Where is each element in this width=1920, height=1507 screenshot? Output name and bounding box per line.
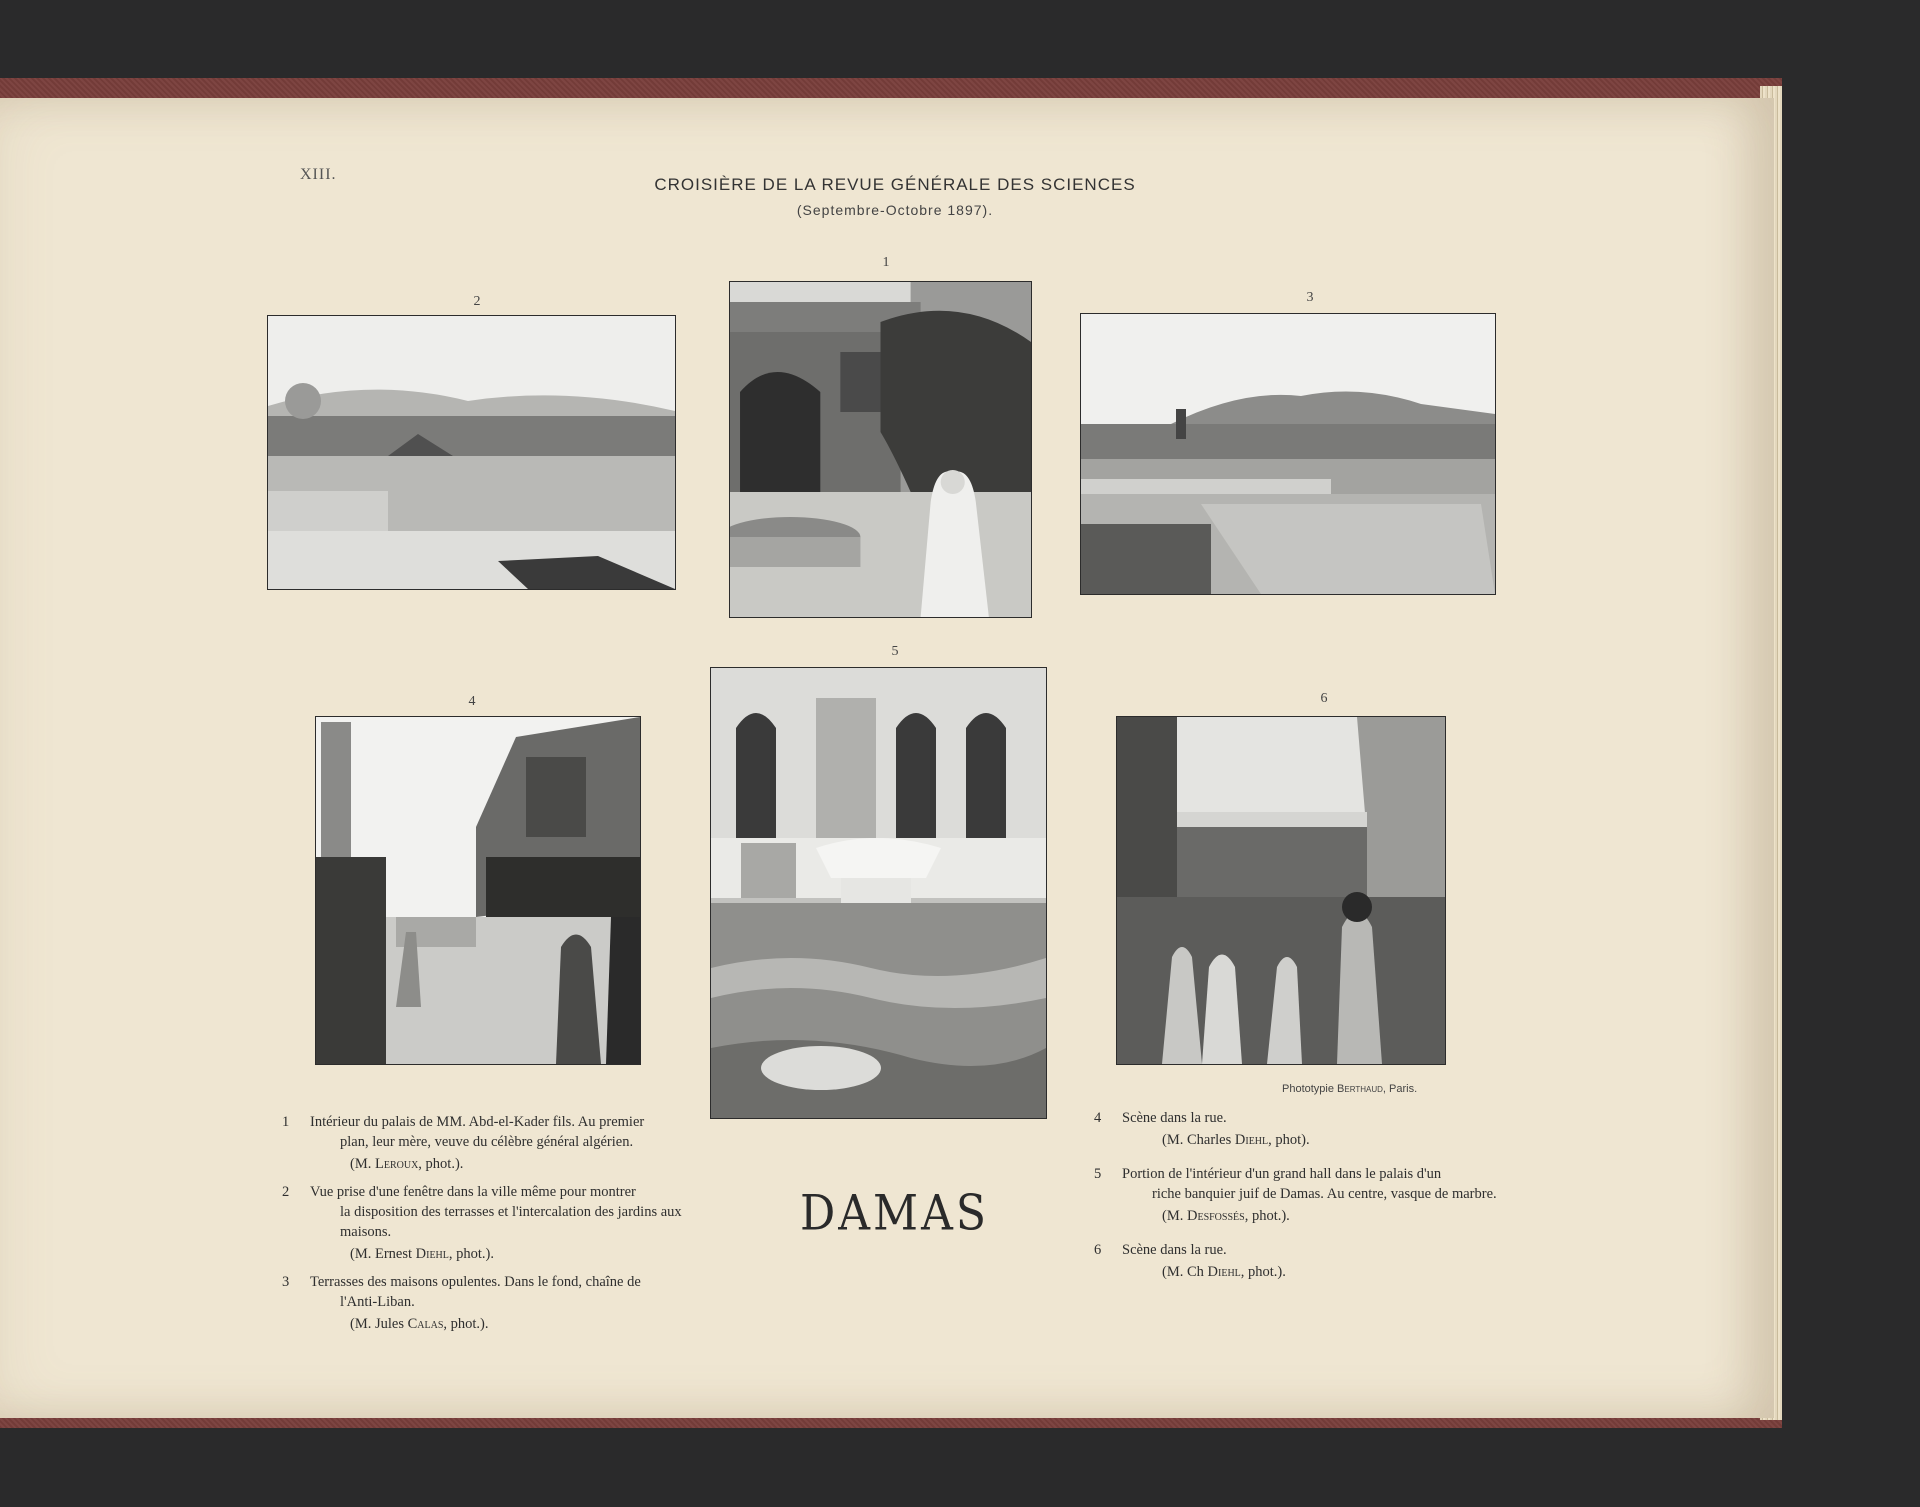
photo-image bbox=[268, 316, 675, 589]
captions-left bbox=[282, 1112, 694, 1342]
caption-item bbox=[1094, 1240, 1504, 1282]
caption-credit: (M. Ernest Diehl, phot.). bbox=[350, 1246, 494, 1262]
caption-text: Portion de l'intérieur d'un grand hall dans le palais d'un bbox=[1122, 1166, 1442, 1182]
photo-number: 6 bbox=[1320, 691, 1328, 706]
caption-number: 1 bbox=[282, 1114, 290, 1130]
photo-image bbox=[1081, 314, 1495, 594]
caption-text: plan, leur mère, veuve du célèbre général algérien. bbox=[340, 1134, 634, 1150]
caption-text: la disposition des terrasses et l'intercalation des jardins aux maisons. bbox=[340, 1204, 682, 1240]
photo-number: 3 bbox=[1306, 290, 1314, 305]
photo-image bbox=[316, 717, 640, 1064]
plate-number: XIII. bbox=[300, 166, 337, 183]
photo-number: 1 bbox=[882, 255, 890, 270]
caption-credit: (M. Leroux, phot.). bbox=[350, 1156, 464, 1172]
caption-credit: (M. Ch Diehl, phot.). bbox=[1162, 1264, 1286, 1280]
caption-text: Vue prise d'une fenêtre dans la ville même pour montrer bbox=[310, 1184, 636, 1200]
caption-item bbox=[282, 1272, 694, 1334]
photo-opulent-terraces bbox=[1080, 313, 1496, 595]
caption-credit: (M. Jules Calas, phot.). bbox=[350, 1316, 489, 1332]
caption-item bbox=[282, 1182, 694, 1264]
photo-number: 4 bbox=[468, 694, 476, 709]
photo-number: 2 bbox=[473, 294, 481, 309]
photo-image bbox=[1117, 717, 1445, 1064]
caption-number: 5 bbox=[1094, 1166, 1102, 1182]
photo-image bbox=[711, 668, 1046, 1118]
photo-terraces-view bbox=[267, 315, 676, 590]
caption-item bbox=[1094, 1164, 1504, 1226]
photo-number: 5 bbox=[891, 644, 899, 659]
caption-number: 3 bbox=[282, 1274, 290, 1290]
caption-item bbox=[1094, 1108, 1504, 1150]
caption-credit: (M. Desfossés, phot.). bbox=[1162, 1208, 1290, 1224]
caption-text: Terrasses des maisons opulentes. Dans le fond, chaîne de bbox=[310, 1274, 641, 1290]
caption-number: 2 bbox=[282, 1184, 290, 1200]
caption-number: 4 bbox=[1094, 1110, 1102, 1126]
photo-grand-hall bbox=[710, 667, 1047, 1119]
captions-right bbox=[1094, 1108, 1504, 1290]
page-title: CROISIÈRE DE LA REVUE GÉNÉRALE DES SCIENCES bbox=[654, 175, 1136, 194]
caption-text: Scène dans la rue. bbox=[1122, 1110, 1227, 1126]
photo-street-scene-1 bbox=[315, 716, 641, 1065]
photo-street-scene-2 bbox=[1116, 716, 1446, 1065]
printer-credit: Phototypie Berthaud, Paris. bbox=[1282, 1083, 1418, 1095]
caption-number: 6 bbox=[1094, 1242, 1102, 1258]
photo-palace-interior bbox=[729, 281, 1032, 618]
photo-image bbox=[730, 282, 1031, 617]
caption-credit: (M. Charles Diehl, phot). bbox=[1162, 1132, 1310, 1148]
page-subtitle: (Septembre-Octobre 1897). bbox=[796, 202, 994, 218]
caption-text: l'Anti-Liban. bbox=[340, 1294, 415, 1310]
caption-text: Scène dans la rue. bbox=[1122, 1242, 1227, 1258]
plate-title: DAMAS bbox=[800, 1185, 990, 1242]
caption-text: riche banquier juif de Damas. Au centre, vasque de marbre. bbox=[1152, 1186, 1497, 1202]
caption-item bbox=[282, 1112, 694, 1174]
caption-text: Intérieur du palais de MM. Abd-el-Kader fils. Au premier bbox=[310, 1114, 645, 1130]
